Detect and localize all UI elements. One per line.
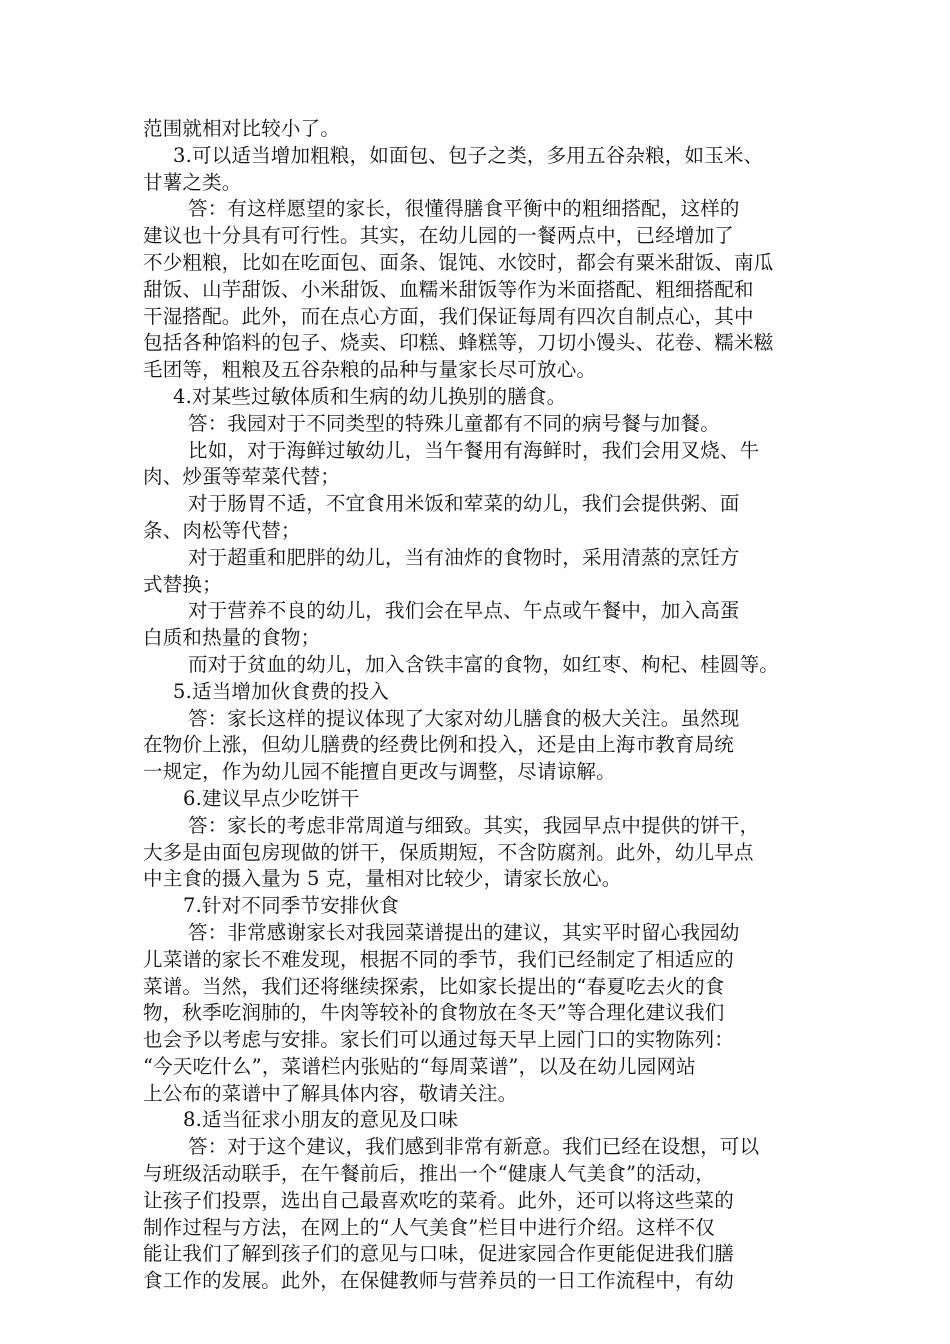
text-line: 大多是由面包房现做的饼干，保质期短，不含防腐剂。此外，幼儿早点 <box>143 840 754 864</box>
text-line: 不少粗粮，比如在吃面包、面条、馄饨、水饺时，都会有粟米甜饭、南瓜 <box>143 250 774 274</box>
text-line: 条、肉松等代替； <box>143 518 301 542</box>
text-line: 包括各种馅料的包子、烧卖、印糕、蜂糕等，刀切小馒头、花卷、糯米糍 <box>143 331 774 355</box>
text-line: 儿菜谱的家长不难发现，根据不同的季节，我们已经制定了相适应的 <box>143 947 735 971</box>
text-line: 4.对某些过敏体质和生病的幼儿换别的膳食。 <box>173 384 567 408</box>
text-line: 对于营养不良的幼儿，我们会在早点、午点或午餐中，加入高蛋 <box>188 599 740 623</box>
text-line: 白质和热量的食物； <box>143 626 321 650</box>
text-line: 甜饭、山芋甜饭、小米甜饭、血糯米甜饭等作为米面搭配、粗细搭配和 <box>143 277 754 301</box>
text-line: 建议也十分具有可行性。其实，在幼儿园的一餐两点中，已经增加了 <box>143 224 735 248</box>
text-line: 6.建议早点少吃饼干 <box>183 786 360 810</box>
text-line: 而对于贫血的幼儿，加入含铁丰富的食物，如红枣、枸杞、桂圆等。 <box>188 652 780 676</box>
text-line: 8.适当征求小朋友的意见及口味 <box>183 1108 459 1132</box>
document-page <box>143 116 823 1295</box>
text-line: 对于肠胃不适，不宜食用米饭和荤菜的幼儿，我们会提供粥、面 <box>188 492 740 516</box>
text-line: 式替换； <box>143 572 222 596</box>
text-line: 比如，对于海鲜过敏幼儿，当午餐用有海鲜时，我们会用叉烧、牛 <box>188 438 760 462</box>
text-line: 7.针对不同季节安排伙食 <box>183 894 400 918</box>
text-line: “今天吃什么”，菜谱栏内张贴的“每周菜谱”，以及在幼儿园网站 <box>143 1054 696 1078</box>
text-line: 答：有这样愿望的家长，很懂得膳食平衡中的粗细搭配，这样的 <box>188 197 740 221</box>
text-line: 5.适当增加伙食费的投入 <box>173 679 390 703</box>
text-line: 一规定，作为幼儿园不能擅自更改与调整，尽请谅解。 <box>143 760 616 784</box>
text-line: 答：家长这样的提议体现了大家对幼儿膳食的极大关注。虽然现 <box>188 706 740 730</box>
text-line: 中主食的摄入量为 5 克，量相对比较少，请家长放心。 <box>143 867 622 891</box>
text-line: 答：我园对于不同类型的特殊儿童都有不同的病号餐与加餐。 <box>188 411 720 435</box>
text-line: 答：对于这个建议，我们感到非常有新意。我们已经在设想，可以 <box>188 1135 760 1159</box>
text-line: 毛团等，粗粮及五谷杂粮的品种与量家长尽可放心。 <box>143 358 597 382</box>
text-line: 能让我们了解到孩子们的意见与口味，促进家园合作更能促进我们膳 <box>143 1242 735 1266</box>
text-line: 制作过程与方法，在网上的“人气美食”栏目中进行介绍。这样不仅 <box>143 1215 715 1239</box>
text-line: 在物价上涨，但幼儿膳费的经费比例和投入，还是由上海市教育局统 <box>143 733 735 757</box>
text-line: 答：非常感谢家长对我园菜谱提出的建议，其实平时留心我园幼 <box>188 920 740 944</box>
text-line: 甘薯之类。 <box>143 170 242 194</box>
text-line: 菜谱。当然，我们还将继续探索，比如家长提出的“春夏吃去火的食 <box>143 974 725 998</box>
text-line: 与班级活动联手，在午餐前后，推出一个“健康人气美食”的活动， <box>143 1162 715 1186</box>
text-line: 食工作的发展。此外，在保健教师与营养员的一日工作流程中，有幼 <box>143 1269 735 1293</box>
text-line: 对于超重和肥胖的幼儿，当有油炸的食物时，采用清蒸的烹饪方 <box>188 545 740 569</box>
text-line: 答：家长的考虑非常周道与细致。其实，我园早点中提供的饼干， <box>188 813 760 837</box>
text-line: 物，秋季吃润肺的，牛肉等较补的食物放在冬天”等合理化建议我们 <box>143 1001 725 1025</box>
text-line: 让孩子们投票，选出自己最喜欢吃的菜肴。此外，还可以将这些菜的 <box>143 1188 735 1212</box>
text-line: 肉、炒蛋等荤菜代替； <box>143 465 341 489</box>
text-line: 上公布的菜谱中了解具体内容，敬请关注。 <box>143 1081 518 1105</box>
text-line: 3.可以适当增加粗粮，如面包、包子之类，多用五谷杂粮，如玉米、 <box>173 143 764 167</box>
text-line: 干湿搭配。此外，而在点心方面，我们保证每周有四次自制点心，其中 <box>143 304 754 328</box>
text-line: 也会予以考虑与安排。家长们可以通过每天早上园门口的实物陈列： <box>143 1028 735 1052</box>
text-line: 范围就相对比较小了。 <box>143 117 341 140</box>
